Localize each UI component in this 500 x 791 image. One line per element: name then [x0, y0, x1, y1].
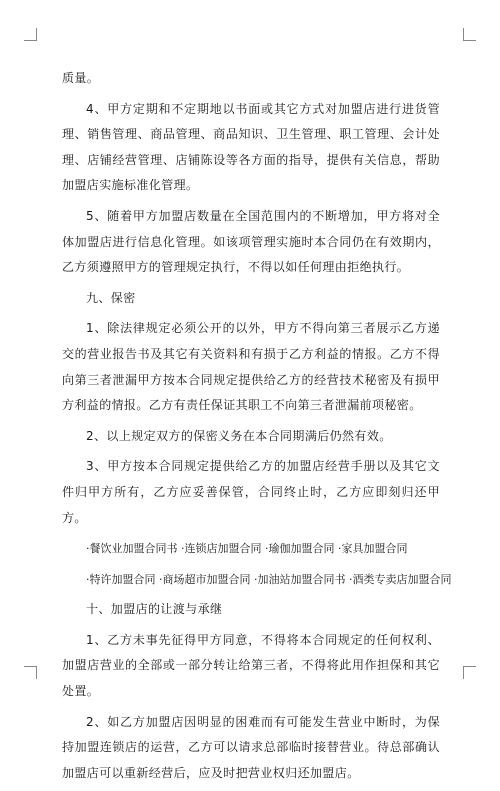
- paragraph-transfer-1: 1、乙方未事先征得甲方同意，不得将本合同规定的任何权利、加盟店营业的全部或一部分转让给第三者，不得将此用作担保和其它处置。: [62, 632, 440, 699]
- paragraph-confidentiality-1: 1、除法律规定必须公开的以外，甲方不得向第三者展示乙方递交的营业报告书及其它有关资料和有损于乙方利益的情报。乙方不得向第三者泄漏甲方按本合同规定提供给乙方的经营技术秘密及有损甲方利益的情报。乙方有责任保证其职工不向第三者泄漏前项秘密。: [62, 321, 440, 413]
- crop-mark-top-right: [463, 28, 476, 41]
- paragraph-item-4: 4、甲方定期和不定期地以书面或其它方式对加盟店进行进货管理、销售管理、商品管理、商品知识、卫生管理、职工管理、会计处理、店铺经营管理、店铺陈设等各方面的指导，提供有关信息，帮助加盟店实施标准化管理。: [62, 101, 440, 193]
- paragraph-transfer-2: 2、如乙方加盟店因明显的困难而有可能发生营业中断时，为保持加盟连锁店的运营，乙方可以请求总部临时接替营业。待总部确认加盟店可以重新经营后，应及时把营业权归还加盟店。: [62, 714, 440, 780]
- crop-mark-top-left: [24, 28, 37, 41]
- section-heading-transfer: 十、加盟店的让渡与承继: [86, 602, 223, 617]
- paragraph-item-5: 5、随着甲方加盟店数量在全国范围内的不断增加，甲方将对全体加盟店进行信息化管理。如该项管理实施时本合同仍在有效期内，乙方须遵照甲方的管理规定执行，不得以如任何理由拒绝执行。: [62, 208, 440, 275]
- crop-mark-bottom-right: [463, 666, 476, 679]
- paragraph-confidentiality-3: 3、甲方按本合同规定提供给乙方的加盟店经营手册以及其它文件归甲方所有，乙方应妥善保管，合同终止时，乙方应即刻归还甲方。: [62, 459, 440, 525]
- paragraph-continuation: 质量。: [62, 71, 100, 85]
- section-heading-confidentiality: 九、保密: [86, 290, 136, 305]
- crop-mark-bottom-left: [24, 666, 37, 679]
- document-body: [62, 66, 452, 791]
- related-links-row-2[interactable]: ·特许加盟合同 ·商场超市加盟合同 ·加油站加盟合同书 ·酒类专卖店加盟合同: [86, 572, 452, 586]
- paragraph-confidentiality-2: 2、以上规定双方的保密义务在本合同期满后仍然有效。: [86, 428, 392, 443]
- related-links-row-1[interactable]: ·餐饮业加盟合同书 ·连锁店加盟合同 ·瑜伽加盟合同 ·家具加盟合同: [86, 542, 408, 556]
